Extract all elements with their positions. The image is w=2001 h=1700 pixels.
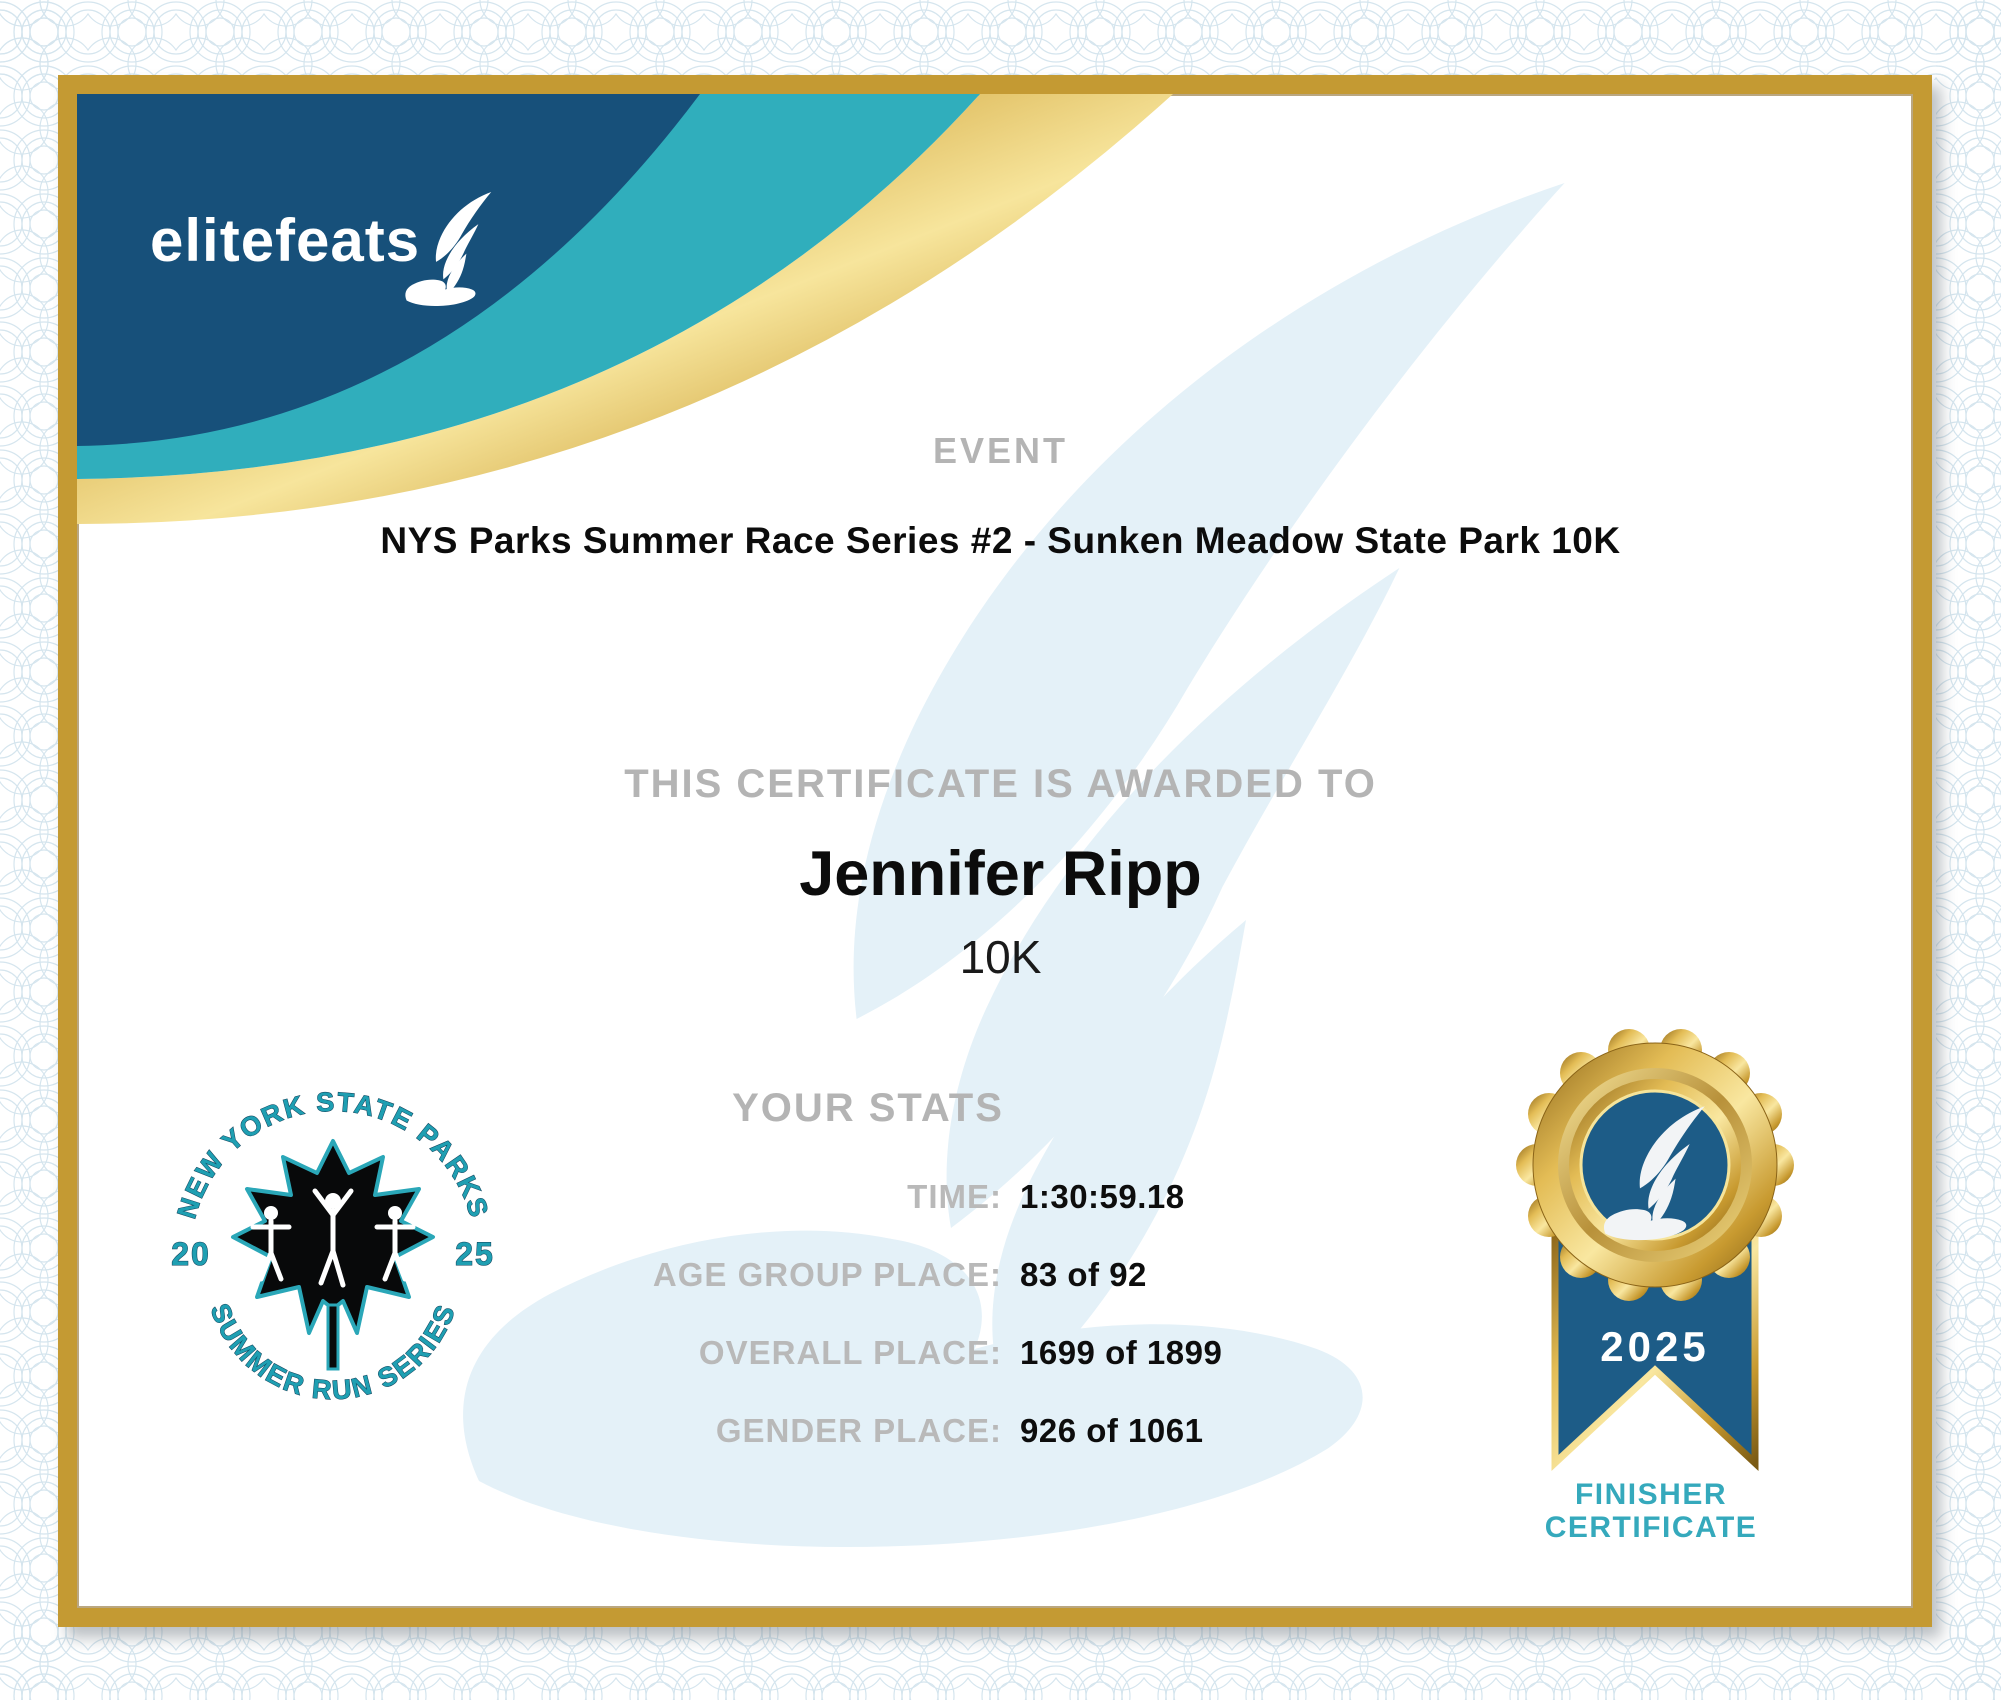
badge-caption-line2: CERTIFICATE	[1544, 1511, 1758, 1544]
stat-value: 1:30:59.18	[1020, 1178, 1185, 1215]
stat-value: 1699 of 1899	[1020, 1334, 1223, 1371]
recipient-name: Jennifer Ripp	[799, 839, 1202, 909]
awarded-to-label: THIS CERTIFICATE IS AWARDED TO	[624, 762, 1377, 806]
winged-foot-icon	[402, 188, 494, 310]
emblem-year-right: 25	[455, 1236, 495, 1272]
your-stats-label: YOUR STATS	[732, 1086, 1004, 1130]
badge-year: 2025	[1600, 1323, 1710, 1370]
badge-caption	[1451, 1478, 1851, 1544]
event-name: NYS Parks Summer Race Series #2 - Sunken Meadow State Park 10K	[380, 520, 1621, 561]
stat-value: 926 of 1061	[1020, 1412, 1204, 1449]
brand-wordmark: elitefeats	[150, 207, 421, 274]
stat-value: 83 of 92	[1020, 1256, 1147, 1293]
stat-label: AGE GROUP PLACE:	[652, 1256, 1002, 1293]
finisher-medal-badge	[1495, 1005, 1815, 1485]
emblem-arc-top-text: NEW YORK STATE PARKS	[171, 1086, 495, 1223]
race-distance: 10K	[959, 931, 1042, 983]
event-label: EVENT	[932, 430, 1069, 471]
emblem-year-left: 20	[171, 1236, 211, 1272]
stat-label: TIME:	[907, 1178, 1002, 1215]
stat-label: OVERALL PLACE:	[698, 1334, 1002, 1371]
emblem-arc-bottom-text: SUMMER RUN SERIES	[204, 1299, 462, 1406]
stat-label: GENDER PLACE:	[715, 1412, 1002, 1449]
nys-parks-series-logo	[158, 1078, 508, 1428]
badge-caption-line1: FINISHER	[1574, 1478, 1727, 1511]
